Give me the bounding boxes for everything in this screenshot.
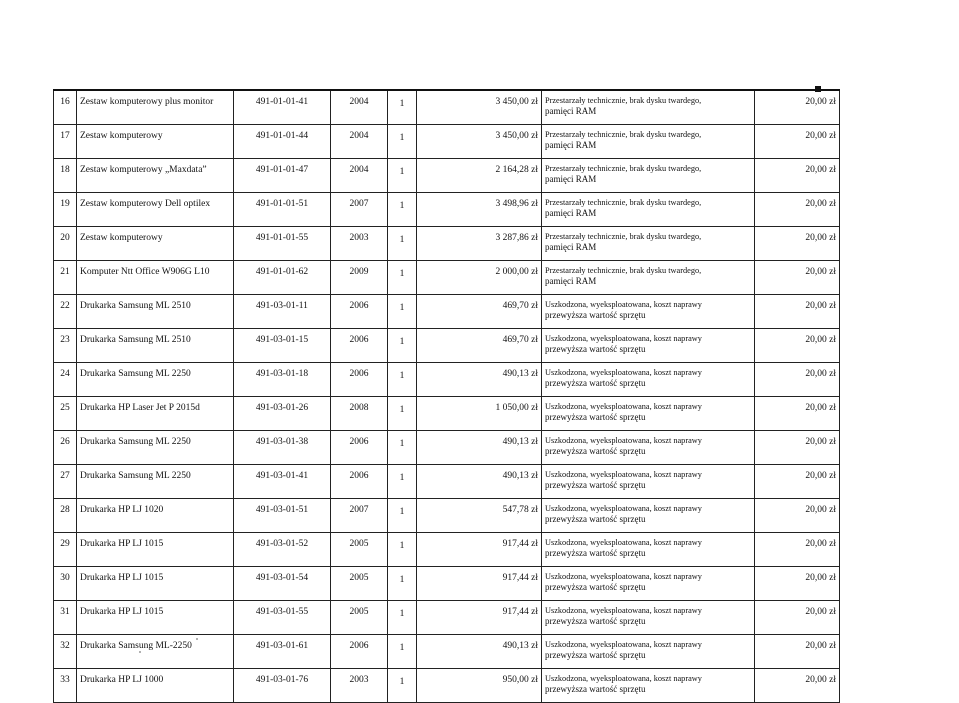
quantity-cell: 1 [388, 397, 417, 431]
inventory-number-cell: 491-01-01-44 [234, 125, 331, 159]
quantity-cell: 1 [388, 601, 417, 635]
reason-line-1: Uszkodzona, wyeksploatowana, koszt naprawy [545, 504, 702, 513]
reason-cell [542, 669, 755, 703]
initial-value-cell: 917,44 zł [417, 567, 542, 601]
item-name-cell: Drukarka HP LJ 1015 [77, 533, 234, 567]
quantity-cell: 1 [388, 533, 417, 567]
reason-line-1: Uszkodzona, wyeksploatowana, koszt naprawy [545, 300, 702, 309]
reason-line-2: pamięci RAM [545, 106, 597, 116]
row-number-cell: 25 [54, 397, 77, 431]
initial-value-cell: 917,44 zł [417, 601, 542, 635]
reason-line-2: pamięci RAM [545, 276, 597, 286]
reason-line-2: przewyższa wartość sprzętu [545, 616, 646, 626]
price-cell: 20,00 zł [755, 90, 840, 125]
reason-cell [542, 567, 755, 601]
price-cell: 20,00 zł [755, 431, 840, 465]
reason-line-1: Uszkodzona, wyeksploatowana, koszt naprawy [545, 470, 702, 479]
initial-value-cell: 2 164,28 zł [417, 159, 542, 193]
table-row [54, 601, 840, 635]
table-row [54, 669, 840, 703]
inventory-number-cell: 491-01-01-41 [234, 90, 331, 125]
reason-cell [542, 159, 755, 193]
item-name-cell: Zestaw komputerowy [77, 227, 234, 261]
initial-value-cell: 490,13 zł [417, 431, 542, 465]
reason-cell [542, 397, 755, 431]
reason-line-1: Przestarzały technicznie, brak dysku twardego, [545, 164, 702, 173]
inventory-number-cell: 491-03-01-76 [234, 669, 331, 703]
row-number-cell: 33 [54, 669, 77, 703]
price-cell: 20,00 zł [755, 499, 840, 533]
item-name-cell: Drukarka HP LJ 1000 [77, 669, 234, 703]
year-cell: 2003 [331, 227, 388, 261]
quantity-cell: 1 [388, 669, 417, 703]
reason-line-1: Uszkodzona, wyeksploatowana, koszt naprawy [545, 368, 702, 377]
table-row [54, 295, 840, 329]
table-row [54, 125, 840, 159]
reason-line-2: przewyższa wartość sprzętu [545, 548, 646, 558]
initial-value-cell: 3 450,00 zł [417, 90, 542, 125]
reason-cell [542, 329, 755, 363]
initial-value-cell: 917,44 zł [417, 533, 542, 567]
price-cell: 20,00 zł [755, 465, 840, 499]
year-cell: 2009 [331, 261, 388, 295]
quantity-cell: 1 [388, 465, 417, 499]
table-body [54, 90, 840, 703]
table-row [54, 397, 840, 431]
year-cell: 2006 [331, 295, 388, 329]
initial-value-cell: 490,13 zł [417, 465, 542, 499]
initial-value-cell: 490,13 zł [417, 635, 542, 669]
reason-line-2: przewyższa wartość sprzętu [545, 650, 646, 660]
year-cell: 2007 [331, 193, 388, 227]
initial-value-cell: 547,78 zł [417, 499, 542, 533]
table-row [54, 431, 840, 465]
quantity-cell: 1 [388, 90, 417, 125]
year-cell: 2006 [331, 363, 388, 397]
inventory-number-cell: 491-01-01-62 [234, 261, 331, 295]
reason-line-2: pamięci RAM [545, 208, 597, 218]
reason-line-1: Uszkodzona, wyeksploatowana, koszt naprawy [545, 334, 702, 343]
inventory-number-cell: 491-03-01-11 [234, 295, 331, 329]
table-row [54, 635, 840, 669]
row-number-cell: 24 [54, 363, 77, 397]
inventory-number-cell: 491-01-01-55 [234, 227, 331, 261]
year-cell: 2005 [331, 533, 388, 567]
quantity-cell: 1 [388, 635, 417, 669]
quantity-cell: 1 [388, 295, 417, 329]
price-cell: 20,00 zł [755, 125, 840, 159]
row-number-cell: 23 [54, 329, 77, 363]
inventory-number-cell: 491-03-01-38 [234, 431, 331, 465]
reason-cell [542, 499, 755, 533]
table-row [54, 261, 840, 295]
reason-line-2: przewyższa wartość sprzętu [545, 582, 646, 592]
price-cell: 20,00 zł [755, 567, 840, 601]
reason-cell [542, 465, 755, 499]
year-cell: 2006 [331, 431, 388, 465]
price-cell: 20,00 zł [755, 159, 840, 193]
reason-line-2: przewyższa wartość sprzętu [545, 378, 646, 388]
inventory-number-cell: 491-03-01-55 [234, 601, 331, 635]
reason-line-1: Przestarzały technicznie, brak dysku twardego, [545, 96, 702, 105]
initial-value-cell: 3 498,96 zł [417, 193, 542, 227]
reason-line-2: przewyższa wartość sprzętu [545, 412, 646, 422]
price-cell: 20,00 zł [755, 635, 840, 669]
inventory-number-cell: 491-03-01-61 [234, 635, 331, 669]
initial-value-cell: 3 450,00 zł [417, 125, 542, 159]
reason-line-2: przewyższa wartość sprzętu [545, 514, 646, 524]
price-cell: 20,00 zł [755, 295, 840, 329]
quantity-cell: 1 [388, 125, 417, 159]
row-number-cell: 32 [54, 635, 77, 669]
table-row [54, 159, 840, 193]
reason-line-1: Uszkodzona, wyeksploatowana, koszt naprawy [545, 640, 702, 649]
price-cell: 20,00 zł [755, 261, 840, 295]
price-cell: 20,00 zł [755, 533, 840, 567]
item-name-cell: Drukarka Samsung ML 2510 [77, 295, 234, 329]
reason-line-2: przewyższa wartość sprzętu [545, 684, 646, 694]
item-name-cell: Zestaw komputerowy plus monitor [77, 90, 234, 125]
reason-line-1: Przestarzały technicznie, brak dysku twardego, [545, 198, 702, 207]
reason-line-2: pamięci RAM [545, 242, 597, 252]
row-number-cell: 27 [54, 465, 77, 499]
reason-line-2: przewyższa wartość sprzętu [545, 480, 646, 490]
price-cell: 20,00 zł [755, 363, 840, 397]
initial-value-cell: 469,70 zł [417, 295, 542, 329]
row-number-cell: 22 [54, 295, 77, 329]
quantity-cell: 1 [388, 431, 417, 465]
reason-cell [542, 261, 755, 295]
row-number-cell: 26 [54, 431, 77, 465]
item-name-cell: Drukarka HP LJ 1020 [77, 499, 234, 533]
year-cell: 2005 [331, 567, 388, 601]
reason-line-1: Uszkodzona, wyeksploatowana, koszt naprawy [545, 538, 702, 547]
year-cell: 2006 [331, 465, 388, 499]
price-cell: 20,00 zł [755, 193, 840, 227]
item-name-cell: Drukarka Samsung ML 2510 [77, 329, 234, 363]
table-row [54, 499, 840, 533]
year-cell: 2005 [331, 601, 388, 635]
table-row [54, 90, 840, 125]
year-cell: 2004 [331, 125, 388, 159]
reason-cell [542, 125, 755, 159]
table-row [54, 363, 840, 397]
inventory-number-cell: 491-01-01-47 [234, 159, 331, 193]
quantity-cell: 1 [388, 159, 417, 193]
price-cell: 20,00 zł [755, 329, 840, 363]
reason-line-2: przewyższa wartość sprzętu [545, 344, 646, 354]
inventory-number-cell: 491-03-01-15 [234, 329, 331, 363]
quantity-cell: 1 [388, 193, 417, 227]
reason-cell [542, 533, 755, 567]
reason-cell [542, 227, 755, 261]
reason-line-1: Uszkodzona, wyeksploatowana, koszt naprawy [545, 674, 702, 683]
reason-line-1: Uszkodzona, wyeksploatowana, koszt naprawy [545, 572, 702, 581]
initial-value-cell: 3 287,86 zł [417, 227, 542, 261]
year-cell: 2006 [331, 329, 388, 363]
inventory-number-cell: 491-03-01-26 [234, 397, 331, 431]
initial-value-cell: 1 050,00 zł [417, 397, 542, 431]
reason-line-2: przewyższa wartość sprzętu [545, 310, 646, 320]
year-cell: 2008 [331, 397, 388, 431]
item-name-cell: Drukarka Samsung ML 2250 [77, 363, 234, 397]
year-cell: 2004 [331, 90, 388, 125]
quantity-cell: 1 [388, 363, 417, 397]
reason-line-2: pamięci RAM [545, 174, 597, 184]
reason-cell [542, 295, 755, 329]
reason-cell [542, 90, 755, 125]
row-number-cell: 31 [54, 601, 77, 635]
reason-cell [542, 635, 755, 669]
inventory-number-cell: 491-03-01-41 [234, 465, 331, 499]
initial-value-cell: 950,00 zł [417, 669, 542, 703]
row-number-cell: 18 [54, 159, 77, 193]
year-cell: 2007 [331, 499, 388, 533]
quantity-cell: 1 [388, 567, 417, 601]
table-row [54, 567, 840, 601]
inventory-table-sheet [53, 89, 836, 703]
item-name-cell: Komputer Ntt Office W906G L10 [77, 261, 234, 295]
table-row [54, 227, 840, 261]
item-name-cell: Drukarka HP LJ 1015 [77, 567, 234, 601]
row-number-cell: 16 [54, 90, 77, 125]
item-name-cell: Zestaw komputerowy Dell optilex [77, 193, 234, 227]
row-number-cell: 17 [54, 125, 77, 159]
inventory-number-cell: 491-03-01-52 [234, 533, 331, 567]
reason-line-1: Uszkodzona, wyeksploatowana, koszt naprawy [545, 436, 702, 445]
quantity-cell: 1 [388, 329, 417, 363]
initial-value-cell: 469,70 zł [417, 329, 542, 363]
item-name-cell: Drukarka Samsung ML-2250 [77, 635, 234, 669]
item-name-cell: Zestaw komputerowy [77, 125, 234, 159]
inventory-number-cell: 491-01-01-51 [234, 193, 331, 227]
reason-cell [542, 363, 755, 397]
reason-cell [542, 601, 755, 635]
reason-cell [542, 431, 755, 465]
year-cell: 2004 [331, 159, 388, 193]
reason-line-1: Przestarzały technicznie, brak dysku twardego, [545, 130, 702, 139]
table-row [54, 465, 840, 499]
price-cell: 20,00 zł [755, 227, 840, 261]
initial-value-cell: 490,13 zł [417, 363, 542, 397]
row-number-cell: 30 [54, 567, 77, 601]
price-cell: 20,00 zł [755, 669, 840, 703]
reason-line-1: Uszkodzona, wyeksploatowana, koszt naprawy [545, 606, 702, 615]
year-cell: 2006 [331, 635, 388, 669]
item-name-cell: Drukarka Samsung ML 2250 [77, 431, 234, 465]
item-name-cell: Zestaw komputerowy „Maxdata” [77, 159, 234, 193]
table-row [54, 533, 840, 567]
reason-line-2: pamięci RAM [545, 140, 597, 150]
inventory-number-cell: 491-03-01-54 [234, 567, 331, 601]
inventory-number-cell: 491-03-01-51 [234, 499, 331, 533]
reason-line-1: Przestarzały technicznie, brak dysku twardego, [545, 232, 702, 241]
quantity-cell: 1 [388, 499, 417, 533]
row-number-cell: 21 [54, 261, 77, 295]
table-row [54, 193, 840, 227]
price-cell: 20,00 zł [755, 397, 840, 431]
item-name-cell: Drukarka HP Laser Jet P 2015d [77, 397, 234, 431]
reason-line-2: przewyższa wartość sprzętu [545, 446, 646, 456]
table-row [54, 329, 840, 363]
item-name-cell: Drukarka Samsung ML 2250 [77, 465, 234, 499]
row-number-cell: 28 [54, 499, 77, 533]
row-number-cell: 19 [54, 193, 77, 227]
reason-line-1: Uszkodzona, wyeksploatowana, koszt naprawy [545, 402, 702, 411]
year-cell: 2003 [331, 669, 388, 703]
reason-line-1: Przestarzały technicznie, brak dysku twardego, [545, 266, 702, 275]
inventory-table [53, 89, 840, 703]
row-number-cell: 20 [54, 227, 77, 261]
initial-value-cell: 2 000,00 zł [417, 261, 542, 295]
reason-cell [542, 193, 755, 227]
item-name-cell: Drukarka HP LJ 1015 [77, 601, 234, 635]
quantity-cell: 1 [388, 261, 417, 295]
inventory-number-cell: 491-03-01-18 [234, 363, 331, 397]
row-number-cell: 29 [54, 533, 77, 567]
quantity-cell: 1 [388, 227, 417, 261]
price-cell: 20,00 zł [755, 601, 840, 635]
